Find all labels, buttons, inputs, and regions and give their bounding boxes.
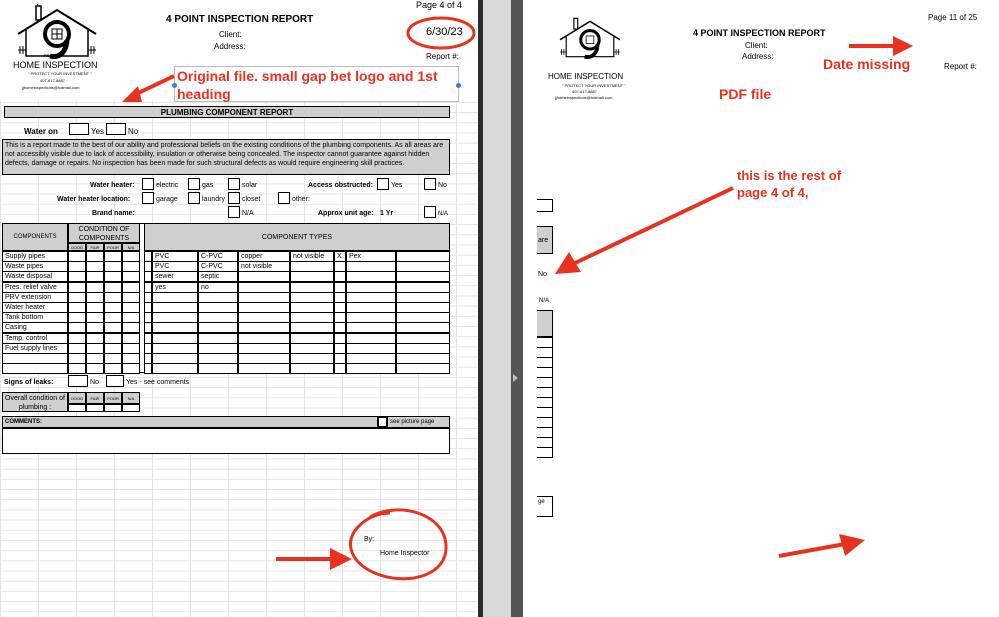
viewer-gutter <box>483 0 511 617</box>
approx-age-label: Approx unit age: <box>318 210 374 217</box>
ao-no-checkbox[interactable] <box>424 178 436 190</box>
brand-na-checkbox[interactable] <box>228 206 240 218</box>
condition-cell[interactable] <box>86 322 104 333</box>
component-type-cell <box>346 363 396 374</box>
company-logo <box>14 4 100 62</box>
overall-fair-header: FAIR <box>86 392 104 404</box>
overall-good-header: GOOD <box>68 392 86 404</box>
cond-good-header: GOOD <box>68 243 86 251</box>
ao-yes-checkbox[interactable] <box>377 178 389 190</box>
leak-no-label: No <box>90 379 99 386</box>
red-arrow-icon <box>775 532 871 562</box>
pdf-page-number: Page 11 of 25 <box>928 13 978 22</box>
wh-gas-label: gas <box>202 182 214 189</box>
comments-label: COMMENTS: <box>2 416 450 428</box>
fragment-row <box>537 447 553 458</box>
component-name-cell: Casing <box>2 322 68 333</box>
water-on-no-checkbox[interactable] <box>106 123 126 135</box>
report-title: 4 POINT INSPECTION REPORT <box>166 14 314 25</box>
inspector-label: Home Inspector <box>380 550 430 557</box>
condition-cell[interactable] <box>68 271 86 282</box>
condition-cell[interactable] <box>122 322 140 333</box>
logo-brand: HOME INSPECTION <box>13 60 98 70</box>
component-type-cell <box>396 271 450 282</box>
leak-no-checkbox[interactable] <box>68 375 88 387</box>
expand-arrow-icon[interactable] <box>513 374 518 382</box>
brand-na-label: N/A <box>242 210 254 217</box>
component-type-cell <box>198 363 238 374</box>
component-type-cell <box>396 363 450 374</box>
component-type-cell: not visible <box>290 251 334 262</box>
cond-poor-header: POOR <box>104 243 122 251</box>
component-name-cell: PRV extension <box>2 292 68 303</box>
condition-header: CONDITION OF COMPONENTS <box>68 223 140 243</box>
condition-cell[interactable] <box>86 363 104 374</box>
approx-age-value: 1 Yr <box>380 210 394 217</box>
component-type-cell: PVC <box>152 251 198 262</box>
annotation-original-file: Original file. small gap bet logo and 1st heading <box>177 68 438 102</box>
brand-name-label: Brand name: <box>92 210 135 217</box>
condition-cell[interactable] <box>122 363 140 374</box>
page-number: Page 4 of 4 <box>416 0 463 10</box>
component-type-cell <box>290 322 334 333</box>
component-type-cell <box>152 363 198 374</box>
red-arrow-icon <box>272 546 356 572</box>
component-name-cell: Supply pipes <box>2 251 68 262</box>
overall-fair-cell[interactable] <box>86 404 104 412</box>
overall-good-cell[interactable] <box>68 404 86 412</box>
loc-laundry-label: laundry <box>202 196 225 203</box>
condition-cell[interactable] <box>86 271 104 282</box>
pdf-report-number-label: Report #: <box>944 62 977 71</box>
component-type-cell <box>290 271 334 282</box>
age-na-label: N/A <box>438 211 449 217</box>
component-type-cell <box>334 363 346 374</box>
water-on-label: Water on <box>24 127 58 136</box>
component-type-cell: septic <box>198 271 238 282</box>
see-picture-checkbox[interactable] <box>377 416 388 428</box>
component-type-cell: C-PVC <box>198 251 238 262</box>
wh-solar-checkbox[interactable] <box>228 178 240 190</box>
overall-na-cell[interactable] <box>122 404 140 412</box>
water-heater-label: Water heater: <box>90 182 135 189</box>
fragment-are: are <box>537 226 553 254</box>
component-name-cell: Waste disposal <box>2 271 68 282</box>
component-type-cell: yes <box>152 282 198 293</box>
fragment-na: N/A <box>539 298 550 304</box>
water-on-yes-checkbox[interactable] <box>69 123 89 135</box>
pdf-logo-brand: HOME INSPECTION <box>548 72 624 81</box>
signature-highlight-circle <box>340 505 452 587</box>
logo-points: POINTS <box>44 53 59 58</box>
type-checkbox-cell[interactable] <box>144 363 152 374</box>
component-type-cell: sewer <box>152 271 198 282</box>
wh-location-label: Water heater location: <box>57 196 131 203</box>
pdf-client-label: Client: <box>745 41 768 50</box>
condition-cell[interactable] <box>104 271 122 282</box>
condition-cell[interactable] <box>104 363 122 374</box>
annotation-date-missing: Date missing <box>823 56 911 72</box>
annotation-pdf-file: PDF file <box>719 86 772 102</box>
client-label: Client: <box>219 30 242 39</box>
report-number-label: Report #: <box>426 52 459 61</box>
comments-field[interactable] <box>2 428 450 454</box>
component-type-cell <box>334 271 346 282</box>
by-label: By: <box>364 536 375 543</box>
overall-poor-header: POOR <box>104 392 122 404</box>
component-type-cell <box>396 322 450 333</box>
loc-laundry-checkbox[interactable] <box>188 192 200 204</box>
fragment-no: No <box>538 271 547 278</box>
condition-cell[interactable] <box>122 271 140 282</box>
component-type-cell <box>238 322 290 333</box>
leak-yes-checkbox[interactable] <box>106 375 124 387</box>
component-type-cell <box>290 363 334 374</box>
access-obstructed-label: Access obstructed: <box>308 182 373 189</box>
component-type-cell <box>198 322 238 333</box>
pdf-report-title: 4 POINT INSPECTION REPORT <box>693 28 826 38</box>
fragment-box <box>537 199 553 212</box>
component-type-cell <box>238 363 290 374</box>
signs-of-leaks-label: Signs of leaks: <box>4 379 54 386</box>
type-checkbox-cell[interactable] <box>144 271 152 282</box>
loc-closet-checkbox[interactable] <box>228 192 240 204</box>
overall-poor-cell[interactable] <box>104 404 122 412</box>
component-name-cell: Waste pipes <box>2 261 68 272</box>
water-on-no-label: No <box>128 127 139 136</box>
annotation-rest-of-page: this is the rest of page 4 of 4, <box>737 168 842 200</box>
pdf-address-label: Address: <box>742 52 774 61</box>
address-label: Address: <box>214 42 246 51</box>
component-type-cell <box>346 271 396 282</box>
disclaimer-text: This is a report made to the best of our ability and professional beliefs on the existing conditions of the plumbing components. As all areas are not accessibly visible due to lack of accessibility, insulation or otherwise being concealed. The inspector cannot guarantee against hidden defects, damage or repairs. No inspection has been made for such structural defects as would require engineering skill practices. <box>2 139 450 175</box>
overall-condition-label: Overall condition of plumbing : <box>2 392 68 412</box>
component-name-cell: Tank bottom <box>2 312 68 323</box>
component-name-cell: Pres. relief valve <box>2 282 68 293</box>
wh-electric-label: electric <box>156 182 179 189</box>
house-logo-icon <box>557 16 623 62</box>
loc-closet-label: closet <box>242 196 261 203</box>
leak-yes-label: Yes - see comments <box>126 379 190 386</box>
component-name-cell: Water heater <box>2 302 68 313</box>
age-na-checkbox[interactable] <box>424 206 436 218</box>
pdf-file-page <box>523 0 999 617</box>
water-on-yes-label: Yes <box>91 127 105 136</box>
fragment-ge: ge <box>537 496 553 517</box>
ao-no-label: No <box>438 182 447 189</box>
wh-gas-checkbox[interactable] <box>188 178 200 190</box>
condition-cell[interactable] <box>68 363 86 374</box>
pdf-company-logo <box>557 16 623 62</box>
pdf-logo-email: jjhomeinspections@hotmail.com <box>555 95 613 100</box>
viewer-sidebar-handle[interactable] <box>511 0 523 617</box>
logo-tagline: " PROTECT YOUR INVESTMENT " <box>28 71 92 76</box>
logo-email: jjhomeinspections@hotmail.com <box>22 85 80 90</box>
loc-garage-label: garage <box>156 196 178 203</box>
component-type-cell <box>152 322 198 333</box>
types-header: COMPONENT TYPES <box>144 223 450 251</box>
component-type-cell <box>238 271 290 282</box>
ao-yes-label: Yes <box>391 182 403 189</box>
component-type-cell: C-PVC <box>198 261 238 272</box>
component-type-cell: X <box>334 251 346 262</box>
component-name-cell <box>2 363 68 374</box>
red-arrow-icon <box>845 34 917 58</box>
loc-garage-checkbox[interactable] <box>142 192 154 204</box>
wh-electric-checkbox[interactable] <box>142 178 154 190</box>
wh-solar-label: solar <box>242 182 258 189</box>
component-type-cell: not visible <box>238 261 290 272</box>
component-name-cell: Fuel supply lines <box>2 343 68 354</box>
component-type-cell: Pex <box>346 251 396 262</box>
component-type-cell: PVC <box>152 261 198 272</box>
date-highlight-circle <box>405 15 477 51</box>
overall-na-header: N/A <box>122 392 140 404</box>
condition-cell[interactable] <box>104 322 122 333</box>
components-header: COMPONENTS <box>2 223 68 251</box>
original-file-page <box>0 0 478 617</box>
component-type-cell <box>346 322 396 333</box>
logo-phone: 407-617-8887 <box>40 78 65 83</box>
condition-cell[interactable] <box>68 322 86 333</box>
see-picture-label: see picture page <box>390 419 435 425</box>
component-type-cell: no <box>198 282 238 293</box>
component-name-cell: Temp. control <box>2 333 68 344</box>
loc-other-checkbox[interactable] <box>278 192 290 204</box>
type-checkbox-cell[interactable] <box>144 322 152 333</box>
component-type-cell: copper <box>238 251 290 262</box>
loc-other-label: other: <box>292 196 310 203</box>
cond-fair-header: FAIR <box>86 243 104 251</box>
pdf-logo-tagline: " PROTECT YOUR INVESTMENT " <box>562 83 626 88</box>
fragment-gray <box>537 310 553 337</box>
section-title: PLUMBING COMPONENT REPORT <box>4 106 450 118</box>
cond-na-header: N/A <box>122 243 140 251</box>
pdf-logo-phone: 407-617-8887 <box>572 89 597 94</box>
component-type-cell <box>334 322 346 333</box>
red-arrow-icon <box>551 184 737 278</box>
red-arrow-icon <box>118 70 178 106</box>
report-date: 6/30/23 <box>426 26 463 38</box>
